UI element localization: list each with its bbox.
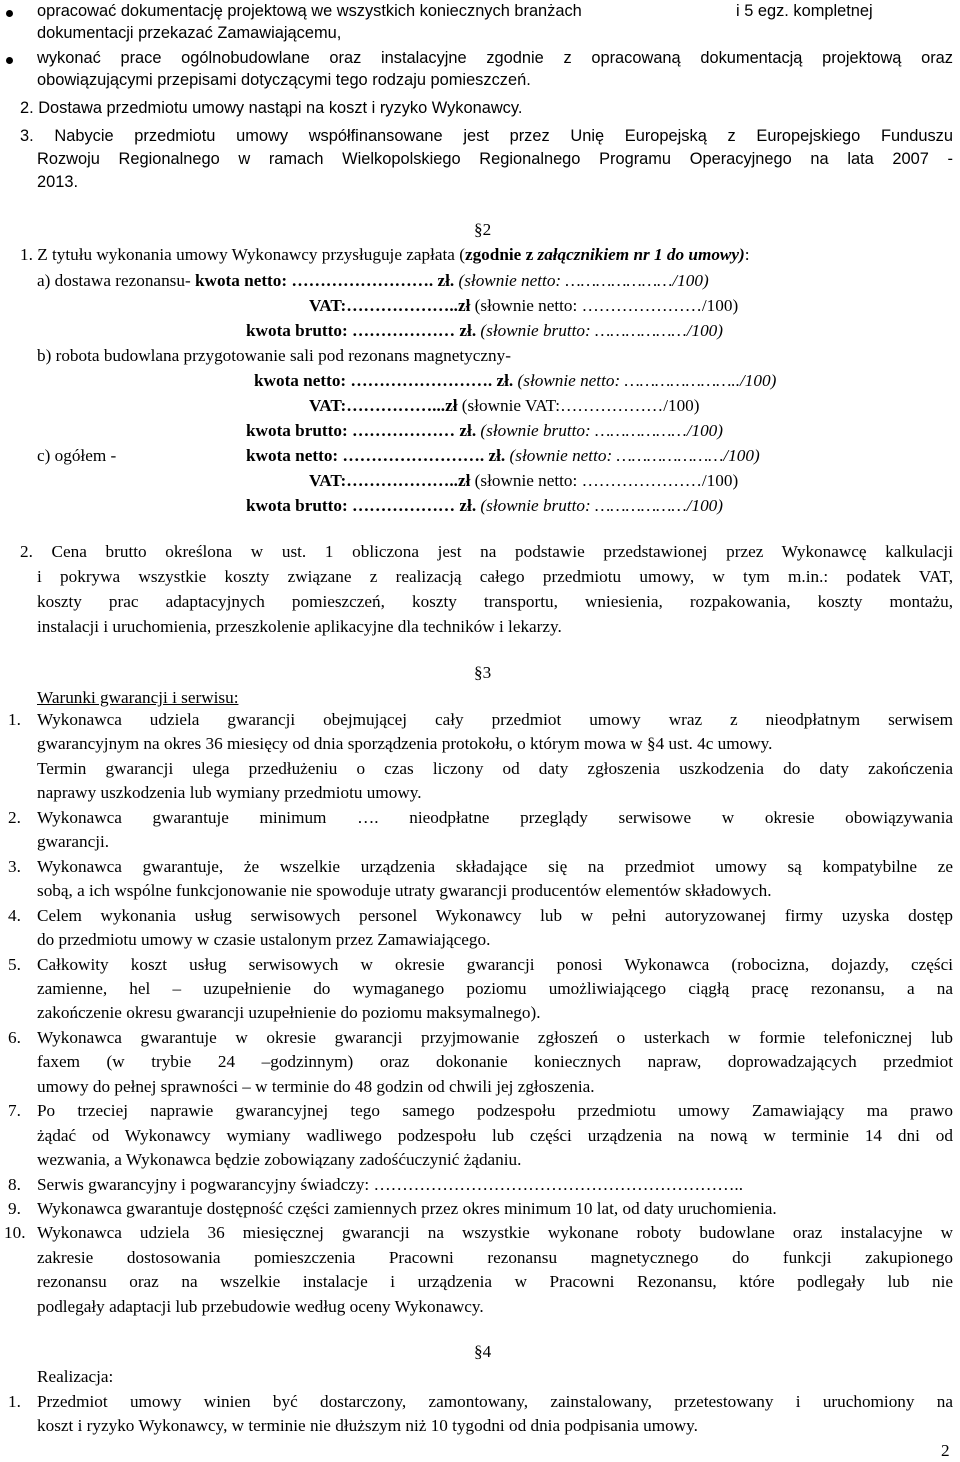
paragraph-3-line-1: 3. Nabycie przedmiotu umowy współfinansowane jest przez Unię Europejską z Europejskiego Funduszu [20,127,953,145]
item-c-netto: kwota netto: ……………………. zł. (słownie netto: …………………/100) [246,446,760,465]
section-3-heading: §3 [474,663,492,682]
warranty-line: zamienne, hel – uzupełnienie do wymaganego poziomu umożliwiającego ciągłą pracę rezonansu, a na [37,978,953,998]
warranty-line: umowy do pełnej sprawności – w terminie do 48 godzin od chwili jej zgłoszenia. [37,1076,595,1096]
warranty-line: Celem wykonania usług serwisowych personel Wykonawcy lub w pełni autoryzowanej firmy uzyska dostęp [37,905,953,925]
realization-line-2: koszt i ryzyko Wykonawcy, w terminie nie dłuższym niż 10 tygodni od dnia podpisania umowy. [37,1416,698,1435]
warranty-item-number: 10. [4,1223,26,1243]
realization-title: Realizacja: [37,1367,114,1386]
item-b-vat: VAT:……………...zł (słownie VAT:………………/100) [309,396,700,415]
price-para-line-4: instalacji i uruchomienia, przeszkolenie aplikacyjne dla techników i lekarzy. [37,617,562,636]
bullet-1-line-2: dokumentacji przekazać Zamawiającemu, [37,24,342,42]
item-c-vat: VAT:………………..zł (słownie netto: …………………/100) [309,471,739,490]
item-c-brutto: kwota brutto: ……………… zł. (słownie brutto: ………………/100) [246,496,723,515]
bullet-2-line-2: obowiązującymi przepisami dotyczącymi tego rodzaju pomieszczeń. [37,71,531,89]
warranty-line: Serwis gwarancyjny i pogwarancyjny świadczy: ……………………………………………………….. [37,1174,744,1194]
realization-num: 1. [8,1392,21,1411]
section-4-heading: §4 [474,1342,492,1361]
warranty-line: Po trzeciej naprawie gwarancyjnej tego samego podzespołu przedmiotu umowy Zamawiający ma prawo [37,1101,953,1121]
warranty-item-number: 6. [8,1027,21,1047]
bullet-icon [6,57,13,64]
warranty-item-number: 4. [8,905,21,925]
warranty-line: żądać od Wykonawcy wymiany wadliwego podzespołu lub części urządzenia na nową w terminie 14 dni od [37,1125,953,1145]
warranty-line: rezonansu oraz na wszelkie instalacje i urządzenia w Pracowni Rezonansu, które podlegały lub nie [37,1272,953,1292]
warranty-line: zakończenie okresu gwarancji uzupełnienie do poziomu maksymalnego). [37,1003,541,1023]
item-a-brutto: kwota brutto: ……………… zł. (słownie brutto: ………………/100) [246,321,723,340]
warranty-item-number: 5. [8,954,21,974]
price-para-line-2: i pokrywa wszystkie koszty związane z realizacją całego przedmiotu umowy, w tym m.in.: podatek VAT, [37,567,953,586]
bullet-1-line-1a: opracować dokumentację projektową we wszystkich koniecznych branżach [37,2,582,20]
warranty-line: Wykonawca gwarantuje minimum …. nieodpłatne przeglądy serwisowe w okresie obowiązywania [37,807,953,827]
price-para-line-3: koszty prac adaptacyjnych pomieszczeń, koszty transportu, wniesienia, rozpakowania, koszty montażu, [37,592,953,611]
bullet-1-line-1b: i 5 egz. kompletnej [736,2,873,20]
warranty-line: naprawy uszkodzenia lub wymiany przedmiotu umowy. [37,783,422,803]
warranty-line: Całkowity koszt usług serwisowych w okresie gwarancji ponosi Wykonawca (robocizna, dojazdy, części [37,954,953,974]
item-b-brutto: kwota brutto: ……………… zł. (słownie brutto: ………………/100) [246,421,723,440]
paragraph-3-line-2: Rozwoju Regionalnego w ramach Wielkopolskiego Regionalnego Programu Operacyjnego na lata 2007 - [37,150,953,168]
warranty-title: Warunki gwarancji i serwisu: [37,688,239,707]
warranty-line: zakresie dostosowania pomieszczenia Pracowni rezonansu magnetycznego do funkcji zakupionego [37,1247,953,1267]
warranty-item-number: 9. [8,1199,21,1218]
item-b-netto: kwota netto: ……………………. zł. (słownie netto: …………………../100) [254,371,777,390]
warranty-line: wezwania, a Wykonawca będzie zobowiązany zadośćuczynić żądaniu. [37,1150,522,1170]
warranty-line: podlegały adaptacji lub przebudowie według oceny Wykonawcy. [37,1296,484,1316]
page-number: 2 [941,1441,950,1460]
paragraph-2: 2. Dostawa przedmiotu umowy nastąpi na koszt i ryzyko Wykonawcy. [20,99,523,117]
payment-intro: 1. Z tytułu wykonania umowy Wykonawcy przysługuje zapłata (zgodnie z załącznikiem nr 1 do umowy): [20,245,750,264]
bullet-2-line-1: wykonać prace ogólnobudowlane oraz instalacyjne zgodnie z opracowaną dokumentacją projektową oraz [37,49,953,67]
item-b-label: b) robota budowlana przygotowanie sali pod rezonans magnetyczny- [37,346,511,365]
warranty-line: Termin gwarancji ulega przedłużeniu o czas liczony od daty zgłoszenia uszkodzenia do daty zakończenia [37,758,953,778]
warranty-item-number: 1. [8,710,21,729]
warranty-line: gwarancji. [37,832,110,852]
item-a-vat: VAT:………………..zł (słownie netto: …………………/100) [309,296,739,315]
section-2-heading: §2 [474,220,492,239]
paragraph-3-line-3: 2013. [37,173,79,191]
warranty-line: Wykonawca udziela gwarancji obejmującej cały przedmiot umowy wraz z nieodpłatnym serwisem [37,710,953,729]
warranty-line: sobą, a ich wspólne funkcjonowanie nie spowoduje utraty gwarancji producentów elementów składowych. [37,881,772,901]
warranty-item-number: 2. [8,807,21,827]
item-a-row: a) dostawa rezonansu- kwota netto: ……………………. zł. (słownie netto: …………………/100) [37,271,709,290]
bullet-icon [6,10,13,17]
warranty-line: Wykonawca gwarantuje w okresie gwarancji przyjmowanie zgłoszeń o usterkach w formie telefonicznej lub [37,1027,953,1047]
warranty-item-number: 8. [8,1174,21,1194]
warranty-line: Wykonawca gwarantuje, że wszelkie urządzenia składające się na przedmiot umowy są kompatybilne ze [37,856,953,876]
warranty-line: Wykonawca udziela 36 miesięcznej gwarancji na wszystkie wykonane roboty budowlane oraz instalacyjne w [37,1223,953,1243]
warranty-line: gwarancyjnym na okres 36 miesięcy od dnia sporządzenia protokołu, o którym mowa w §4 ust. 4c umowy. [37,734,773,754]
warranty-line: do przedmiotu umowy w czasie ustalonym przez Zamawiającego. [37,930,491,950]
warranty-item-number: 7. [8,1101,21,1121]
item-c-label: c) ogółem - [37,446,117,465]
warranty-line: Wykonawca gwarantuje dostępność części zamiennych przez okres minimum 10 lat, od daty uruchomienia. [37,1199,777,1218]
realization-line-1: Przedmiot umowy winien być dostarczony, zamontowany, zainstalowany, przetestowany i uruchomiony na [37,1392,953,1411]
warranty-item-number: 3. [8,856,21,876]
warranty-line: faxem (w trybie 24 –godzinnym) oraz dokonanie koniecznych napraw, doprowadzających przedmiot [37,1052,953,1072]
price-para-line-1: 2. Cena brutto określona w ust. 1 obliczona jest na podstawie przedstawionej przez Wykonawcę kalkulacji [20,542,953,561]
